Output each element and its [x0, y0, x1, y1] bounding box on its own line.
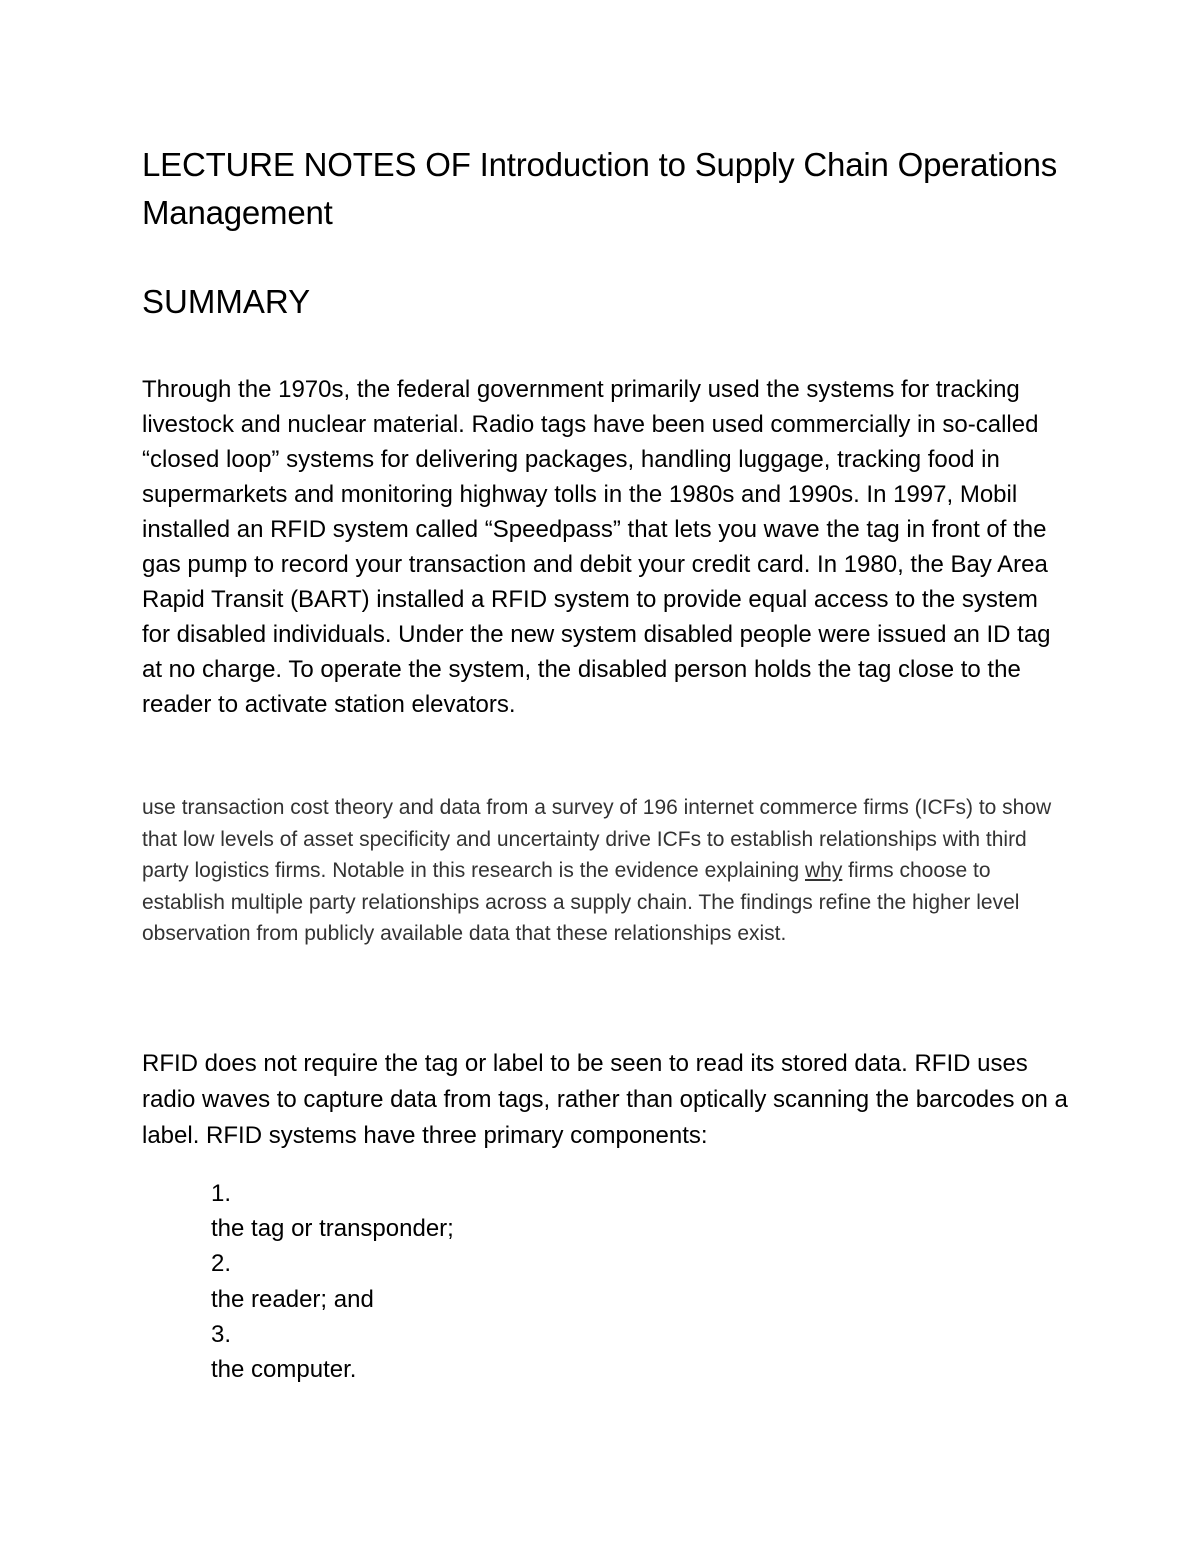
list-item: [211, 1246, 454, 1316]
list-item-number: 3.: [211, 1320, 232, 1348]
document-title: LECTURE NOTES OF Introduction to Supply Chain Operations Management: [142, 146, 1058, 231]
list-item-text: the computer.: [211, 1356, 357, 1384]
list-item-text: the reader; and: [211, 1285, 374, 1313]
research-underlined-word: why: [804, 859, 843, 883]
list-item: [211, 1317, 454, 1387]
summary-heading: SUMMARY: [142, 283, 311, 320]
intro-paragraph: Through the 1970s, the federal government primarily used the systems for tracking livestock and nuclear material. Radio tags have been used commercially in so‑called “closed loop” systems for delivering packages, handling luggage, tracking food in supermarkets and monitoring highway tolls in the 1980s and 1990s. In 1997, Mobil installed an RFID system called “Speedpass” that lets you wave the tag in front of the gas pump to record your transaction and debit your credit card. In 1980, the Bay Area Rapid Transit (BART) installed a RFID system to provide equal access to the system for disabled individuals. Under the new system disabled people were issued an ID tag at no charge. To operate the system, the disabled person holds the tag close to the reader to activate station elevators.: [142, 376, 1051, 718]
research-text-before: use transaction cost theory and data from a survey of 196 internet commerce firms (ICFs) to show that low levels of asset specificity and uncertainty drive ICFs to establish relationships with third party logistics firms. Notable in this research is the evidence explaining: [142, 796, 1052, 883]
research-text-after: firms choose to establish multiple party relationships across a supply chain. The findings refine the higher level observation from publicly available data that these relationships exist.: [142, 859, 1020, 946]
research-paragraph: [142, 792, 1072, 950]
components-list: [211, 1176, 454, 1387]
list-item-text: the tag or transponder;: [211, 1215, 454, 1243]
rfid-paragraph: RFID does not require the tag or label to be seen to read its stored data. RFID uses radio waves to capture data from tags, rather than optically scanning the barcodes on a label. RFID systems have three primary components:: [142, 1050, 1068, 1149]
list-item-number: 1.: [211, 1180, 232, 1207]
list-item-number: 2.: [211, 1250, 232, 1278]
list-item: [211, 1176, 454, 1246]
